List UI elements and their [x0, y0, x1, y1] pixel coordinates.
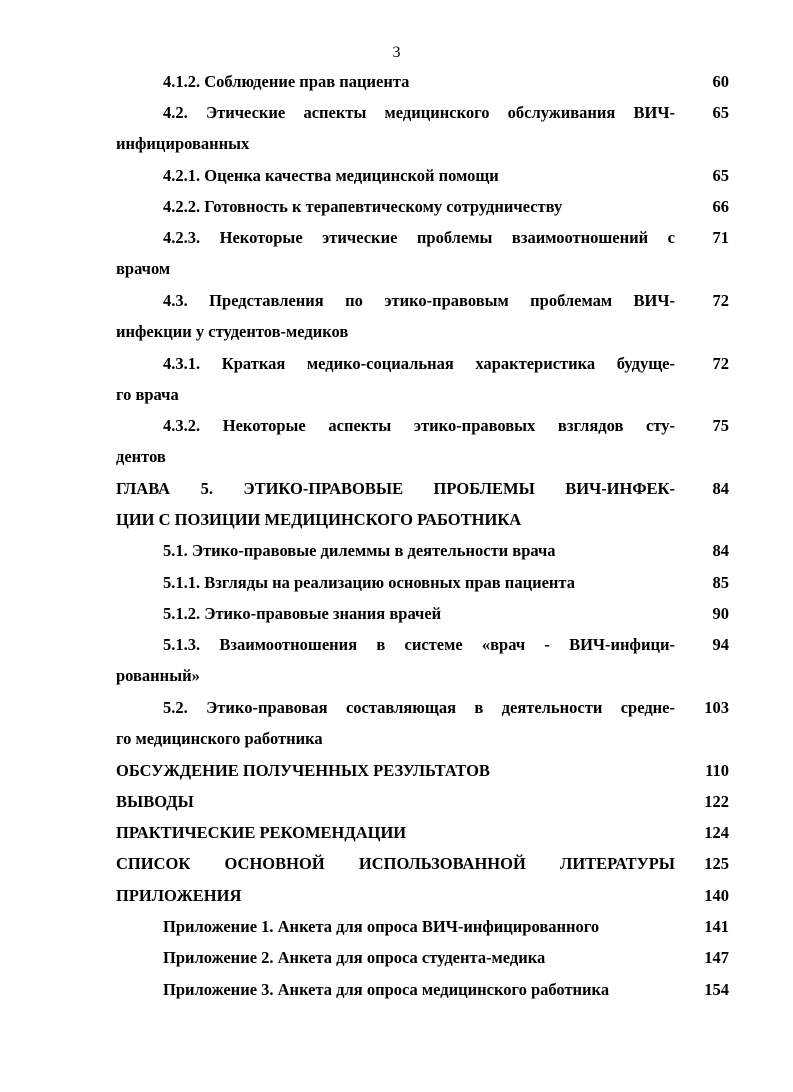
toc-entry-title: 5.1.3. Взаимоотношения в системе «врач - ВИЧ-инфици- — [163, 635, 675, 655]
toc-entry-title: 4.3. Представления по этико-правовым проблемам ВИЧ- — [163, 291, 675, 311]
toc-entry-title: 4.2.1. Оценка качества медицинской помощи — [163, 165, 499, 185]
toc-entry — [0, 191, 793, 222]
toc-entry-title: 5.1.1. Взгляды на реализацию основных прав пациента — [163, 572, 575, 592]
toc-entry-page: 65 — [712, 165, 729, 185]
toc-entry-title-continued: инфекции у студентов-медиков — [116, 322, 349, 342]
toc-entry-page: 84 — [712, 541, 729, 561]
toc-entry-title: ПРИЛОЖЕНИЯ — [116, 885, 242, 905]
toc-entry-page: 60 — [712, 72, 729, 91]
toc-entry-title: 5.1. Этико-правовые дилеммы в деятельности врача — [163, 541, 556, 561]
toc-entry-page: 103 — [704, 697, 729, 717]
toc-entry-page: 71 — [712, 228, 729, 248]
toc-entry-title: 4.1.2. Соблюдение прав пациента — [163, 72, 410, 91]
toc-chapter-entry — [0, 817, 793, 848]
toc-entry-page: 94 — [712, 635, 729, 655]
toc-entry-page: 110 — [705, 760, 729, 780]
toc-entry-title: 4.3.1. Краткая медико-социальная характеристика будуще- — [163, 353, 675, 373]
toc-entry-page: 147 — [704, 948, 729, 968]
toc-entry-title-continued: рованный» — [116, 666, 200, 686]
toc-entry — [0, 285, 793, 348]
toc-entry-title: Приложение 3. Анкета для опроса медицинского работника — [163, 979, 610, 999]
page-number: 3 — [392, 44, 401, 61]
toc-entry-page: 125 — [704, 854, 729, 874]
toc-entry — [0, 567, 793, 598]
toc-entry-title: 4.2.3. Некоторые этические проблемы взаимоотношений с — [163, 228, 675, 248]
toc-entry-page: 65 — [712, 103, 729, 123]
toc-entry — [0, 692, 793, 755]
toc-appendix-entry — [0, 974, 793, 1005]
toc-entry-title: 4.3.2. Некоторые аспекты этико-правовых взглядов сту- — [163, 416, 675, 436]
toc-entry-page: 85 — [712, 572, 729, 592]
toc-entry-page: 90 — [712, 604, 729, 624]
toc-entry — [0, 629, 793, 692]
toc-entry — [0, 222, 793, 285]
toc-entry-page: 122 — [704, 791, 729, 811]
toc-entry-page: 75 — [712, 416, 729, 436]
table-of-contents — [0, 66, 793, 1005]
toc-entry — [0, 66, 793, 97]
toc-entry-title: ГЛАВА 5. ЭТИКО-ПРАВОВЫЕ ПРОБЛЕМЫ ВИЧ-ИНФЕК- — [116, 478, 675, 498]
toc-entry — [0, 348, 793, 411]
toc-appendix-entry — [0, 911, 793, 942]
toc-appendix-entry — [0, 942, 793, 973]
toc-entry-title: ПРАКТИЧЕСКИЕ РЕКОМЕНДАЦИИ — [116, 823, 407, 843]
toc-entry — [0, 598, 793, 629]
toc-entry-title: Приложение 2. Анкета для опроса студента-медика — [163, 948, 546, 968]
toc-entry-page: 72 — [712, 353, 729, 373]
toc-entry-title-continued: го врача — [116, 384, 179, 404]
toc-entry-title: СПИСОК ОСНОВНОЙ ИСПОЛЬЗОВАННОЙ ЛИТЕРАТУРЫ — [116, 854, 675, 874]
toc-chapter-entry — [0, 848, 793, 879]
toc-entry-title-continued: го медицинского работника — [116, 728, 323, 748]
toc-chapter-entry — [0, 755, 793, 786]
toc-chapter-entry — [0, 473, 793, 536]
toc-entry-title: 5.1.2. Этико-правовые знания врачей — [163, 604, 442, 624]
toc-entry-page: 141 — [704, 917, 729, 937]
toc-entry-page: 124 — [704, 823, 729, 843]
toc-entry-title-continued: инфицированных — [116, 134, 250, 154]
toc-entry-title: 4.2.2. Готовность к терапевтическому сотрудничеству — [163, 197, 563, 217]
toc-entry-page: 154 — [704, 979, 729, 999]
toc-entry-title: 5.2. Этико-правовая составляющая в деятельности средне- — [163, 697, 675, 717]
toc-entry-title-continued: ЦИИ С ПОЗИЦИИ МЕДИЦИНСКОГО РАБОТНИКА — [116, 509, 522, 529]
toc-entry — [0, 97, 793, 160]
toc-entry-title: 4.2. Этические аспекты медицинского обслуживания ВИЧ- — [163, 103, 675, 123]
toc-entry-page: 140 — [704, 885, 729, 905]
toc-entry — [0, 535, 793, 566]
toc-entry — [0, 160, 793, 191]
toc-entry-title-continued: врачом — [116, 259, 171, 279]
toc-entry-title: Приложение 1. Анкета для опроса ВИЧ-инфицированного — [163, 917, 600, 937]
toc-entry-title: ВЫВОДЫ — [116, 791, 194, 811]
toc-entry-page: 84 — [712, 478, 729, 498]
toc-chapter-entry — [0, 786, 793, 817]
toc-entry-page: 66 — [712, 197, 729, 217]
toc-entry-title-continued: дентов — [116, 447, 166, 467]
toc-entry-title: ОБСУЖДЕНИЕ ПОЛУЧЕННЫХ РЕЗУЛЬТАТОВ — [116, 760, 490, 780]
toc-entry-page: 72 — [712, 291, 729, 311]
toc-entry — [0, 410, 793, 473]
toc-chapter-entry — [0, 880, 793, 911]
